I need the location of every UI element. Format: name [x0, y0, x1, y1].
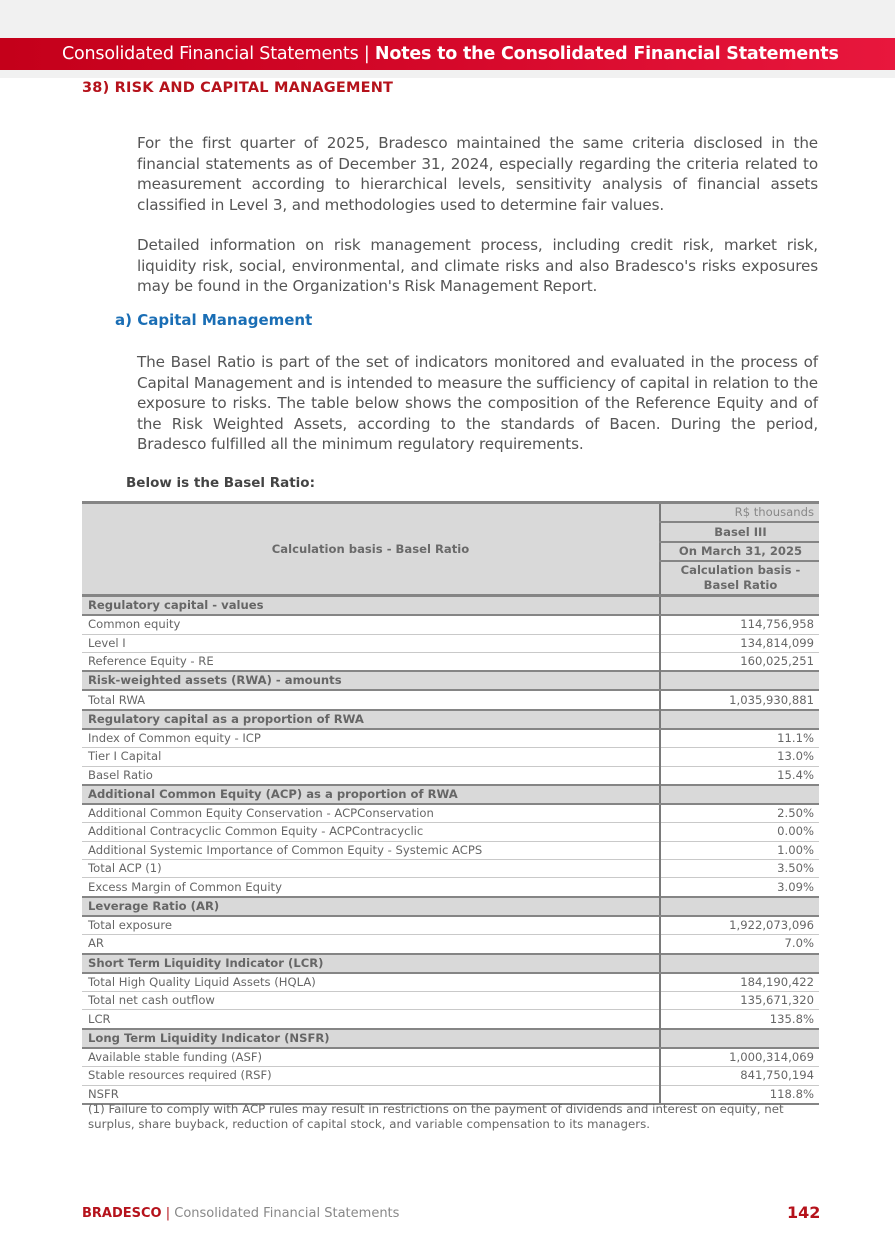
section-heading: Risk-weighted assets (RWA) - amounts: [82, 671, 660, 690]
table-row: [82, 1067, 819, 1085]
row-value: 1.00%: [660, 841, 819, 859]
section-value-empty: [660, 785, 819, 804]
footer-separator: |: [161, 1206, 175, 1221]
row-value: 135,671,320: [660, 992, 819, 1010]
units-label: R$ thousands: [660, 503, 819, 523]
row-value: 7.0%: [660, 935, 819, 954]
table-row: [82, 804, 819, 823]
row-value: 3.09%: [660, 878, 819, 897]
header-left-label: Calculation basis - Basel Ratio: [82, 503, 660, 596]
section-value-empty: [660, 596, 819, 616]
footer-brand: BRADESCO: [82, 1206, 162, 1221]
header-title: [62, 38, 839, 70]
header-substrip: [0, 70, 895, 78]
row-value: 184,190,422: [660, 973, 819, 992]
row-label: Basel Ratio: [82, 766, 660, 785]
section-heading: Short Term Liquidity Indicator (LCR): [82, 954, 660, 973]
row-label: Total High Quality Liquid Assets (HQLA): [82, 973, 660, 992]
row-value: 160,025,251: [660, 652, 819, 671]
table-section-row: [82, 671, 819, 690]
table-row: [82, 916, 819, 935]
row-label: AR: [82, 935, 660, 954]
header-band: [0, 38, 895, 70]
row-label: Additional Common Equity Conservation - ACPConservation: [82, 804, 660, 823]
table-row: [82, 729, 819, 748]
row-label: Stable resources required (RSF): [82, 1067, 660, 1085]
table-row: [82, 841, 819, 859]
header-section-label: Consolidated Financial Statements |: [62, 44, 375, 64]
section-heading: Additional Common Equity (ACP) as a proportion of RWA: [82, 785, 660, 804]
table-row: [82, 748, 819, 766]
section-heading: Long Term Liquidity Indicator (NSFR): [82, 1029, 660, 1048]
table-row: [82, 860, 819, 878]
table-row: [82, 935, 819, 954]
row-value: 114,756,958: [660, 615, 819, 634]
row-value: 1,035,930,881: [660, 690, 819, 709]
section-value-empty: [660, 1029, 819, 1048]
table-row: [82, 878, 819, 897]
row-value: 11.1%: [660, 729, 819, 748]
row-label: Total net cash outflow: [82, 992, 660, 1010]
header-section-bold: Notes to the Consolidated Financial Statements: [374, 44, 839, 64]
table-section-row: [82, 785, 819, 804]
table-row: [82, 615, 819, 634]
top-margin: [0, 0, 895, 38]
row-label: Total RWA: [82, 690, 660, 709]
row-label: Reference Equity - RE: [82, 652, 660, 671]
page-number: 142: [787, 1203, 821, 1222]
row-label: Tier I Capital: [82, 748, 660, 766]
row-label: Additional Contracyclic Common Equity - ACPContracyclic: [82, 823, 660, 841]
paragraph-criteria: For the first quarter of 2025, Bradesco maintained the same criteria disclosed in the financial statements as of December 31, 2024, especially regarding the criteria related to measurement according to hierarchical levels, sensitivity analysis of financial assets classified in Level 3, and methodologies used to determine fair values.: [137, 134, 818, 214]
row-label: Additional Systemic Importance of Common Equity - Systemic ACPS: [82, 841, 660, 859]
subsection-title: a) Capital Management: [115, 311, 313, 329]
row-label: Level I: [82, 634, 660, 652]
paragraph-risk-report: Detailed information on risk management process, including credit risk, market risk, liquidity risk, social, environmental, and climate risks and also Bradesco's risks exposures may be found in the Organization's Risk Management Report.: [137, 236, 818, 295]
section-heading: Regulatory capital - values: [82, 596, 660, 616]
table-row: [82, 690, 819, 709]
row-label: Index of Common equity - ICP: [82, 729, 660, 748]
table-intro: Below is the Basel Ratio:: [126, 475, 315, 491]
table-row: [82, 1010, 819, 1029]
row-value: 1,922,073,096: [660, 916, 819, 935]
table-row: [82, 973, 819, 992]
section-heading: Leverage Ratio (AR): [82, 897, 660, 916]
section-value-empty: [660, 954, 819, 973]
section-heading: Regulatory capital as a proportion of RWA: [82, 710, 660, 729]
paragraph-basel: The Basel Ratio is part of the set of indicators monitored and evaluated in the process of Capital Management and is intended to measure the sufficiency of capital in relation to the exposure to risks. The table below shows the composition of the Reference Equity and of the Risk Weighted Assets, according to the standards of Bacen. During the period, Bradesco fulfilled all the minimum regulatory requirements.: [137, 353, 818, 453]
table-row: [82, 766, 819, 785]
table-row: [82, 652, 819, 671]
table-section-row: [82, 897, 819, 916]
table-row: [82, 634, 819, 652]
footer-label: Consolidated Financial Statements: [174, 1206, 400, 1221]
row-value: 15.4%: [660, 766, 819, 785]
row-label: Available stable funding (ASF): [82, 1048, 660, 1067]
table-section-row: [82, 596, 819, 616]
row-value: 3.50%: [660, 860, 819, 878]
row-label: NSFR: [82, 1085, 660, 1104]
row-value: 2.50%: [660, 804, 819, 823]
table-section-row: [82, 954, 819, 973]
table-section-row: [82, 1029, 819, 1048]
row-value: 841,750,194: [660, 1067, 819, 1085]
row-value: 0.00%: [660, 823, 819, 841]
page-footer: [82, 1206, 399, 1221]
row-value: 1,000,314,069: [660, 1048, 819, 1067]
framework-label: Basel III: [660, 522, 819, 541]
row-label: Excess Margin of Common Equity: [82, 878, 660, 897]
row-value: 13.0%: [660, 748, 819, 766]
row-label: LCR: [82, 1010, 660, 1029]
row-value: 118.8%: [660, 1085, 819, 1104]
table-row: [82, 1048, 819, 1067]
table-section-row: [82, 710, 819, 729]
row-label: Common equity: [82, 615, 660, 634]
date-label: On March 31, 2025: [660, 542, 819, 561]
table-footnote: (1) Failure to comply with ACP rules may result in restrictions on the payment of dividends and interest on equity, net surplus, share buyback, reduction of capital stock, and variable compensation to its managers.: [88, 1102, 784, 1131]
table-row: [82, 823, 819, 841]
section-value-empty: [660, 671, 819, 690]
row-value: 134,814,099: [660, 634, 819, 652]
table-row: [82, 992, 819, 1010]
section-value-empty: [660, 897, 819, 916]
row-value: 135.8%: [660, 1010, 819, 1029]
section-title: 38) RISK AND CAPITAL MANAGEMENT: [82, 80, 394, 96]
row-label: Total exposure: [82, 916, 660, 935]
row-label: Total ACP (1): [82, 860, 660, 878]
basel-ratio-table: [82, 501, 819, 1105]
column-label: Calculation basis - Basel Ratio: [660, 561, 819, 596]
section-value-empty: [660, 710, 819, 729]
